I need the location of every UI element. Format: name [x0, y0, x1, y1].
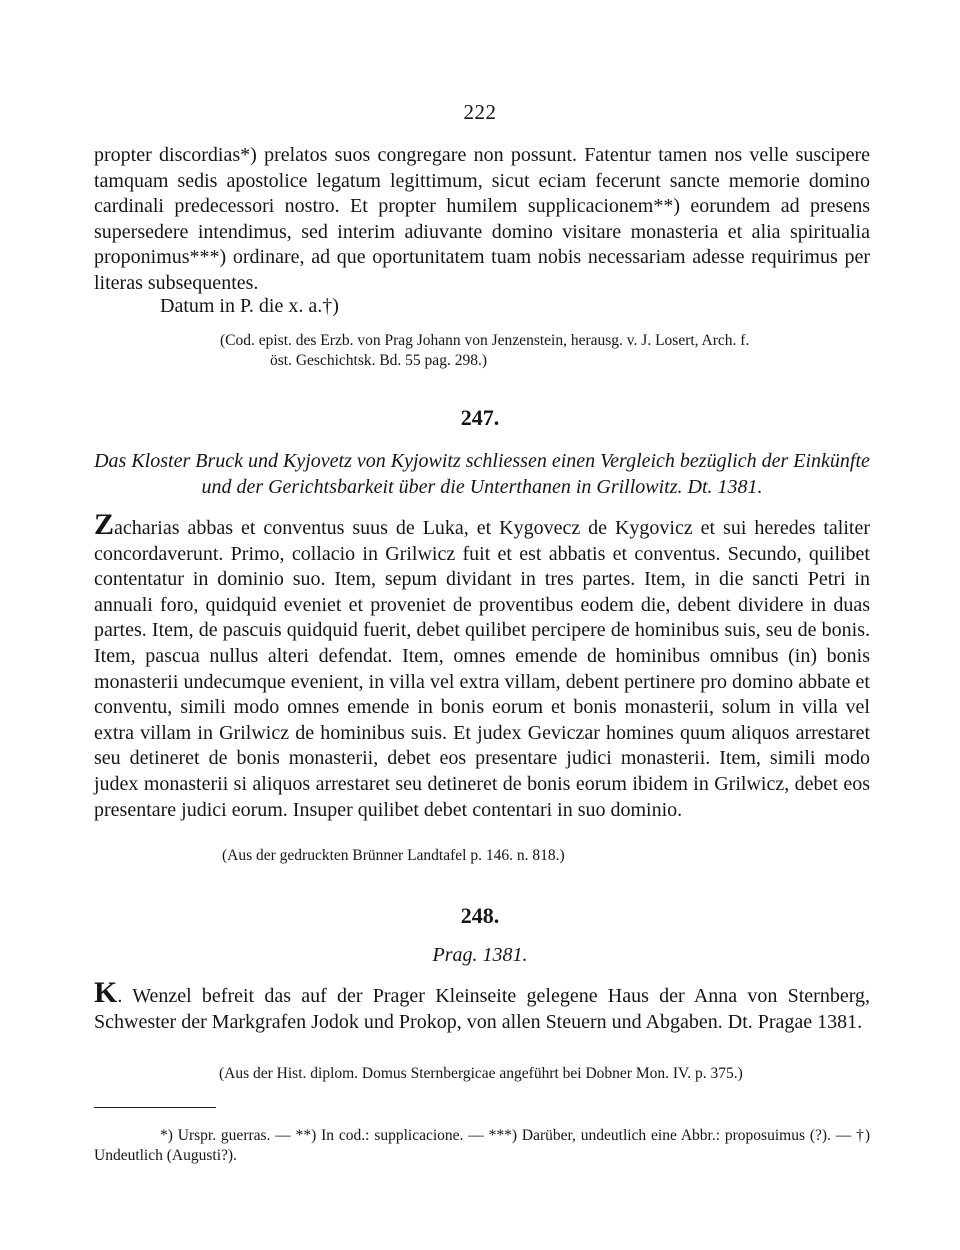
page-number: 222: [463, 100, 497, 124]
document-body-247-text: acharias abbas et conventus suus de Luka, et Kygovecz de Kygovicz et sui heredes taliter concordaverunt. Primo, collacio in Grilwicz fuit et est abbatis et conventus. Secundo, quilibet contentatur in dominio suo. Item, sepum dividant in tres partes. Item, in die sancti Petri in annuali foro, quidquid eveniet et proveniet de proventibus eodem die, debent dividere in duas partes. Item, de pascuis quidquid fuerit, debet quilibet percipere de hominibus suis, seu de bonis. Item, pascua nullus alteri defendat. Item, omnes emende de hominibus omnibus (in) bonis monasterii undecumque evenient, in villa vel extra villam, debent pertinere pro domino abbate et conventu, simili modo omnes emende in bonis eorum et bonis monasterii, solum in villa vel extra villam in Grilwicz de hominibus suis. Et judex Geviczar homines quum aliquos arrestaret seu detineret de bonis monasterii, debet eos presentare judici monasterii. Item, simili modo judex monasterii si aliquos arrestaret seu detineret de bonis eorum ibidem in Grilwicz, debet eos presentare judici eorum. Insuper quilibet debet contentari in suo dominio.: [94, 517, 870, 821]
source-citation-1-line-1: (Cod. epist. des Erzb. von Prag Johann von Jenzenstein, herausg. v. J. Losert, Arch. f.: [220, 332, 750, 349]
initial-letter-k: K: [94, 976, 118, 1009]
document-number-248: 248.: [460, 903, 500, 928]
document-headline-247: Das Kloster Bruck und Kyjovetz von Kyjowitz schliessen einen Vergleich bezüglich der Einkünfte und der Gerichtsbarkeit über die Unterthanen in Grillowitz. Dt. 1381.: [94, 450, 870, 498]
datum-line: Datum in P. die x. a.†): [160, 295, 339, 317]
document-body-248-text: . Wenzel befreit das auf der Prager Kleinseite gelegene Haus der Anna von Sternberg, Schwester der Markgrafen Jodok und Prokop, von allen Steuern und Abgaben. Dt. Pragae 1381.: [94, 985, 870, 1033]
document-body-248: [94, 976, 870, 1035]
place-date-248: Prag. 1381.: [432, 944, 528, 966]
source-citation-1: [220, 331, 880, 370]
document-body-247: [94, 508, 870, 823]
footnote-rule: [94, 1107, 216, 1108]
source-citation-247: (Aus der gedruckten Brünner Landtafel p. 146. n. 818.): [222, 847, 565, 864]
source-citation-1-line-2: öst. Geschichtsk. Bd. 55 pag. 298.): [270, 351, 487, 369]
continuation-paragraph: propter discordias*) prelatos suos congregare non possunt. Fatentur tamen nos velle suscipere tamquam sedis apostolice legatum legittimum, sicut eciam fecerunt sancte memorie domino cardinali predecessori nostro. Et propter humilem supplicacionem**) eorundem ad presens supersedere intendimus, sed interim adiuvante domino visitare monasteria et alia spiritualia proponimus***) ordinare, ad que oportunitatem tuam nobis necessariam adesse requirimus per literas subsequentes.: [94, 144, 870, 294]
initial-letter-z: Z: [94, 508, 115, 541]
document-number-247: 247.: [460, 405, 500, 430]
footnotes: *) Urspr. guerras. — **) In cod.: supplicacione. — ***) Darüber, undeutlich eine Abbr.: proposuimus (?). — †) Undeutlich (Augusti?).: [94, 1126, 870, 1164]
source-citation-248: (Aus der Hist. diplom. Domus Sternbergicae angeführt bei Dobner Mon. IV. p. 375.): [219, 1065, 743, 1082]
